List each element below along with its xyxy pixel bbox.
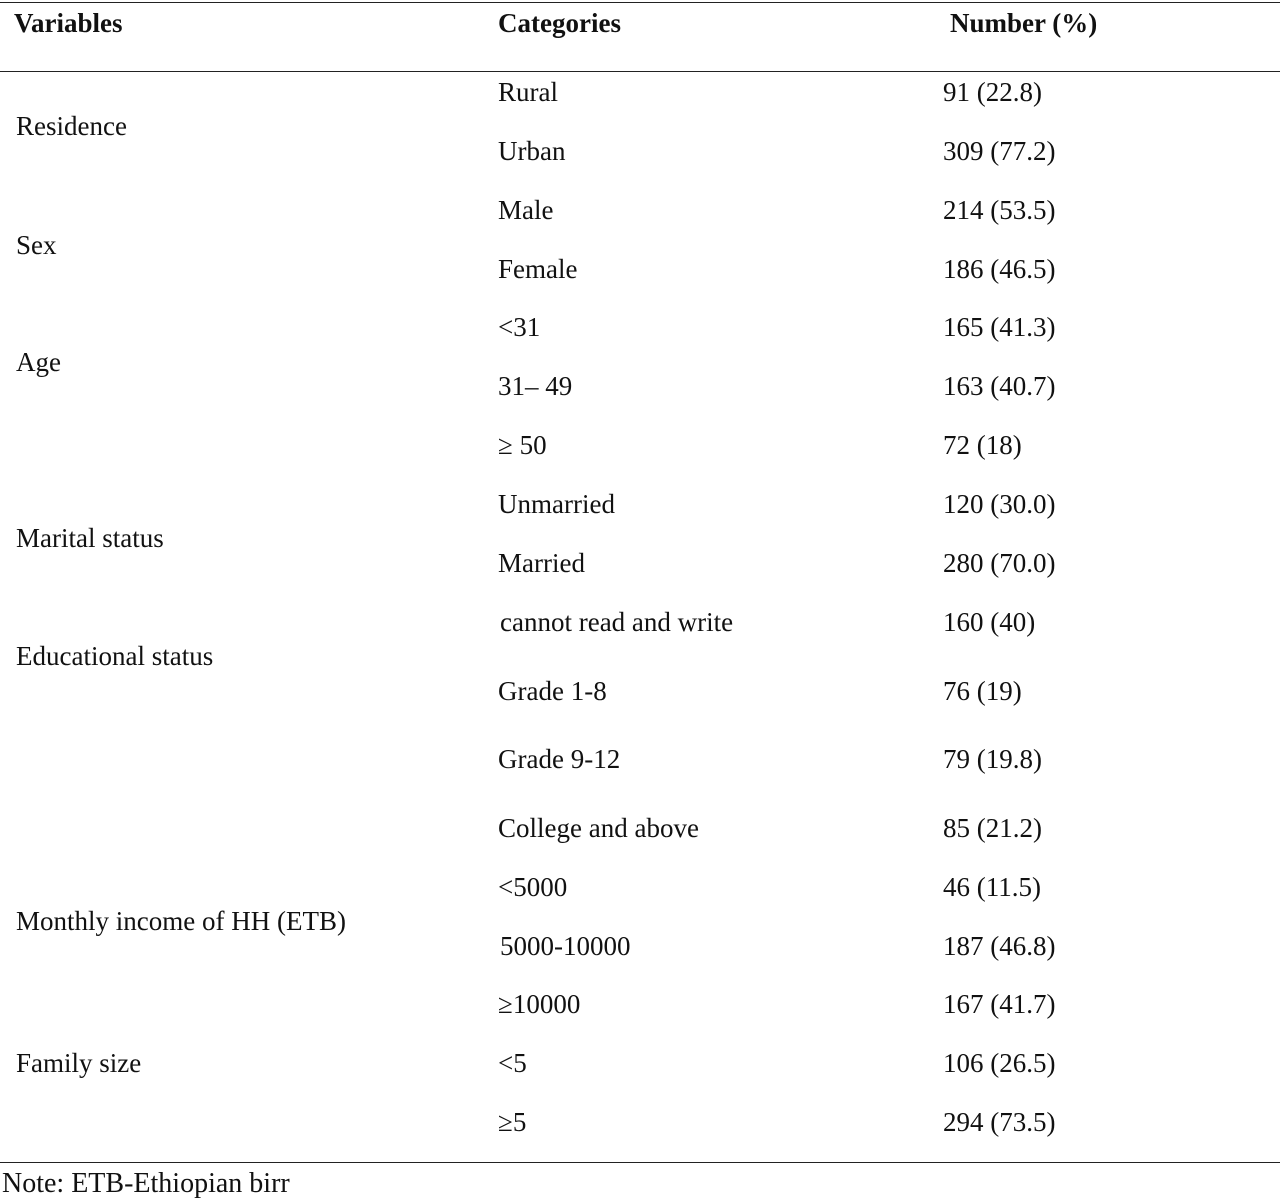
header-categories: Categories [498,8,621,38]
category-cell: ≥ 50 [498,430,547,460]
category-cell: Rural [498,77,558,107]
category-cell: Grade 1-8 [498,676,607,706]
category-cell: Unmarried [498,489,615,519]
number-cell: 160 (40) [943,607,1036,637]
variable-sex: Sex [16,230,57,260]
category-cell: College and above [498,813,699,843]
number-cell: 309 (77.2) [943,136,1056,166]
category-cell: Male [498,195,554,225]
category-cell: <5000 [498,872,568,902]
variable-family-size: Family size [16,1048,142,1078]
category-cell: Urban [498,136,566,166]
header-variables: Variables [14,8,123,38]
number-cell: 91 (22.8) [943,77,1042,107]
category-cell: <31 [498,312,541,342]
category-cell: cannot read and write [500,607,734,637]
variable-educational-status: Educational status [16,641,214,671]
category-cell: 5000-10000 [500,931,631,961]
number-cell: 187 (46.8) [943,931,1056,961]
category-cell: Grade 9-12 [498,744,621,774]
bottom-rule [0,1162,1280,1163]
number-cell: 280 (70.0) [943,548,1056,578]
category-cell: ≥10000 [498,989,581,1019]
top-rule [0,2,1280,3]
header-rule [0,71,1280,72]
category-cell: <5 [498,1048,527,1078]
number-cell: 106 (26.5) [943,1048,1056,1078]
variable-monthly-income: Monthly income of HH (ETB) [16,906,346,936]
variable-marital-status: Marital status [16,523,164,553]
category-cell: 31– 49 [498,371,573,401]
category-cell: ≥5 [498,1107,527,1137]
number-cell: 120 (30.0) [943,489,1056,519]
category-cell: Married [498,548,585,578]
category-cell: Female [498,254,578,284]
number-cell: 46 (11.5) [943,872,1041,902]
number-cell: 79 (19.8) [943,744,1042,774]
number-cell: 163 (40.7) [943,371,1056,401]
variable-age: Age [16,347,61,377]
table-note: Note: ETB-Ethiopian birr [2,1168,290,1199]
number-cell: 85 (21.2) [943,813,1042,843]
number-cell: 186 (46.5) [943,254,1056,284]
number-cell: 72 (18) [943,430,1022,460]
variable-residence: Residence [16,111,127,141]
number-cell: 294 (73.5) [943,1107,1056,1137]
number-cell: 76 (19) [943,676,1022,706]
number-cell: 167 (41.7) [943,989,1056,1019]
header-number: Number (%) [950,8,1098,38]
number-cell: 165 (41.3) [943,312,1056,342]
number-cell: 214 (53.5) [943,195,1056,225]
